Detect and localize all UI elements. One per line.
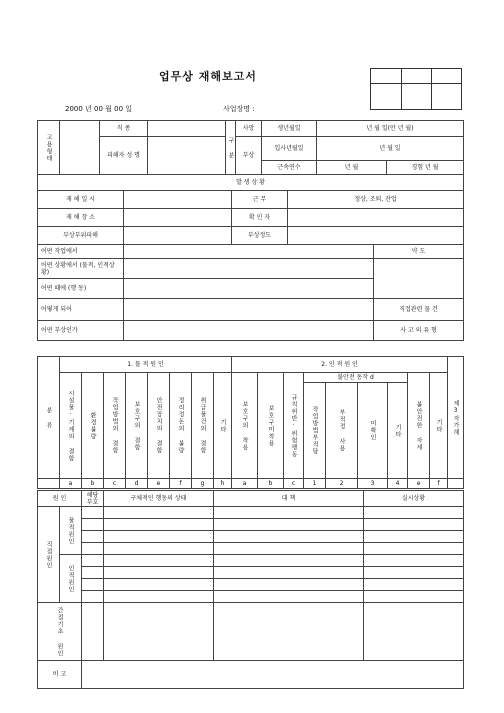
behavior-cell[interactable]	[104, 531, 214, 543]
sketch-area[interactable]	[374, 259, 464, 299]
hire-date-value: 년 월 일	[317, 137, 464, 161]
victim-name-value[interactable]	[148, 137, 226, 175]
third-party-label: 제3자가해	[448, 357, 464, 479]
code-cell[interactable]	[82, 603, 104, 661]
material-col: 취급물건의 결함	[192, 373, 214, 479]
class-label: 분 류	[38, 357, 60, 479]
status-cell[interactable]	[364, 543, 464, 555]
code-cell[interactable]	[82, 579, 104, 591]
letter-cell: f	[430, 479, 448, 489]
human-col: 미확인	[358, 383, 388, 479]
status-cell[interactable]	[364, 531, 464, 543]
status-cell[interactable]	[364, 555, 464, 567]
hire-date-label: 입사년월일	[262, 137, 317, 161]
career-cell	[387, 161, 464, 175]
material-col: 보호구의 결함	[126, 373, 148, 479]
material-col: 시설물·기계의 결함	[60, 373, 82, 479]
victim-name-label: 피해자 성 명	[100, 137, 148, 175]
material-col: 작업방법의 결함	[104, 373, 126, 479]
material-col: 기타	[214, 373, 232, 479]
status-cell[interactable]	[364, 579, 464, 591]
human-col: 부적정 사용	[326, 383, 358, 479]
response-cell[interactable]	[214, 579, 364, 591]
status-cell[interactable]	[364, 591, 464, 603]
letter-cell: e	[408, 479, 430, 489]
birth-label: 생년월일	[262, 121, 317, 137]
injury-type-label: 어떤 부상인가	[38, 321, 124, 341]
death-label: 사망	[236, 121, 262, 137]
behavior-label: 구체적인 행동의 상태	[104, 491, 214, 507]
employment-type-label: 고용형태	[38, 121, 60, 175]
accident-type-label: 사 고 의 유 형	[374, 321, 464, 341]
unsafe-act-heading: 불안전 동작 d	[304, 373, 408, 383]
letter-cell: b	[258, 479, 284, 489]
letter-cell: 4	[388, 479, 408, 489]
response-label: 대 책	[214, 491, 364, 507]
injury-part-value[interactable]	[124, 227, 232, 245]
letter-cell: e	[148, 479, 170, 489]
status-cell[interactable]	[364, 507, 464, 519]
letter-cell: 2	[326, 479, 358, 489]
response-cell[interactable]	[214, 567, 364, 579]
material-cause-heading: 1. 물 적 원 인	[60, 357, 232, 373]
sketch-label: 약 도	[374, 245, 464, 259]
occurrence-heading: 발 생 상 황	[38, 175, 464, 191]
letter-cell: 1	[304, 479, 326, 489]
work-label: 근 무	[232, 191, 288, 209]
task-value[interactable]	[124, 245, 374, 259]
behavior-cell[interactable]	[104, 519, 214, 531]
occurrence-table	[37, 174, 464, 341]
behavior-cell[interactable]	[104, 603, 214, 661]
career-value: 년 월	[425, 164, 439, 171]
status-cell[interactable]	[364, 603, 464, 661]
letter-cell: g	[192, 479, 214, 489]
human-col: 불안전한 자세	[408, 373, 430, 479]
response-cell[interactable]	[214, 603, 364, 661]
behavior-cell[interactable]	[104, 543, 214, 555]
code-cell[interactable]	[82, 555, 104, 567]
task-label: 어떤 작업에서	[38, 245, 124, 259]
code-cell[interactable]	[82, 507, 104, 519]
letter-cell: f	[170, 479, 192, 489]
how-value[interactable]	[124, 299, 374, 321]
work-value: 정상, 조퇴, 잔업	[288, 191, 464, 209]
report-page	[37, 58, 463, 704]
employment-type-value[interactable]	[60, 121, 100, 175]
direct-cause-label: 직접원인	[38, 507, 60, 603]
human-col: 작업방법부적당	[304, 383, 326, 479]
injury-part-label: 부상부위피해	[38, 227, 124, 245]
letter-cell: 3	[358, 479, 388, 489]
injury-label: 부상	[236, 137, 262, 175]
code-cell[interactable]	[82, 591, 104, 603]
behavior-cell[interactable]	[104, 507, 214, 519]
material-col: 정리정돈의 불량	[170, 373, 192, 479]
behavior-cell[interactable]	[104, 555, 214, 567]
status-value[interactable]	[124, 259, 374, 279]
status-cell[interactable]	[364, 567, 464, 579]
human-col: 보호구의 착용	[232, 373, 258, 479]
letter-row	[38, 479, 464, 489]
approval-divider	[431, 69, 432, 109]
letter-cell: d	[126, 479, 148, 489]
behavior-cell[interactable]	[104, 567, 214, 579]
cause-table	[37, 356, 464, 489]
company-label: 사업장명 :	[223, 105, 255, 113]
report-date: 2000 년 00 월 00 일	[65, 105, 133, 113]
letter-cell	[448, 479, 464, 489]
when-value[interactable]	[124, 279, 374, 299]
page-title: 업무상 재해보고서	[159, 70, 257, 83]
human-col: 규칙위반·위험행동	[284, 373, 304, 479]
job-label: 직 종	[100, 121, 148, 137]
remarks-label: 비 고	[38, 661, 82, 689]
letter-cell: b	[82, 479, 104, 489]
related-object-label: 직접관련 물 건	[374, 299, 464, 321]
letter-cell	[38, 479, 60, 489]
behavior-cell[interactable]	[104, 591, 214, 603]
letter-cell: c	[284, 479, 304, 489]
approval-divider	[371, 83, 461, 84]
material-col: 안전장치의 결함	[148, 373, 170, 479]
code-label: 해당 부호	[82, 491, 104, 507]
material-cause-label: 물적원인	[60, 507, 82, 555]
when-label: 어떤 때에 (행 동)	[38, 279, 124, 299]
human-cause-label: 인적원인	[60, 555, 82, 603]
behavior-cell[interactable]	[104, 579, 214, 591]
human-cause-heading: 2. 인 적 원 인	[232, 357, 448, 373]
accident-place-value[interactable]	[124, 209, 232, 227]
victim-info-table	[37, 120, 464, 175]
accident-place-label: 재 해 장 소	[38, 209, 124, 227]
status-label: 어떤 상황에서 (물적, 인적상황)	[38, 259, 124, 279]
tenure-label: 근속연수	[262, 161, 317, 175]
response-cell[interactable]	[214, 543, 364, 555]
letter-cell: a	[60, 479, 82, 489]
response-cell[interactable]	[214, 555, 364, 567]
human-col: 보호구미착용	[258, 373, 284, 479]
status-cell[interactable]	[364, 519, 464, 531]
remarks-value[interactable]	[82, 661, 464, 689]
cause-label: 원 인	[38, 491, 82, 507]
approval-divider	[401, 69, 402, 109]
injury-degree-label: 부상정도	[232, 227, 288, 245]
letter-cell: c	[104, 479, 126, 489]
response-cell[interactable]	[214, 519, 364, 531]
career-label: 경험	[411, 164, 424, 171]
code-cell[interactable]	[82, 543, 104, 555]
code-cell[interactable]	[82, 567, 104, 579]
letter-cell: a	[232, 479, 258, 489]
injury-degree-value[interactable]	[288, 227, 464, 245]
human-col: 기타	[430, 373, 448, 479]
division-label: 구 분	[226, 121, 236, 175]
human-col: 기타	[388, 383, 408, 479]
tenure-value: 년 월	[317, 161, 387, 175]
job-value[interactable]	[148, 121, 226, 137]
code-cell[interactable]	[82, 519, 104, 531]
implementation-label: 실시상황	[364, 491, 464, 507]
how-label: 어떻게 되어	[38, 299, 124, 321]
response-cell[interactable]	[214, 507, 364, 519]
letter-cell: h	[214, 479, 232, 489]
response-cell[interactable]	[214, 531, 364, 543]
accident-date-value[interactable]	[124, 191, 232, 209]
birth-value: 년 월 일(만 년 월)	[317, 121, 464, 137]
confirmer-label: 확 인 자	[232, 209, 288, 227]
approval-box	[370, 68, 462, 110]
code-cell[interactable]	[82, 531, 104, 543]
measures-table	[37, 490, 464, 689]
indirect-cause-label: 간접기초 원인	[38, 603, 82, 661]
accident-date-label: 재 해 일 시	[38, 191, 124, 209]
material-col: 환경불량	[82, 373, 104, 479]
response-cell[interactable]	[214, 591, 364, 603]
confirmer-value[interactable]	[288, 209, 464, 227]
injury-type-value[interactable]	[124, 321, 374, 341]
